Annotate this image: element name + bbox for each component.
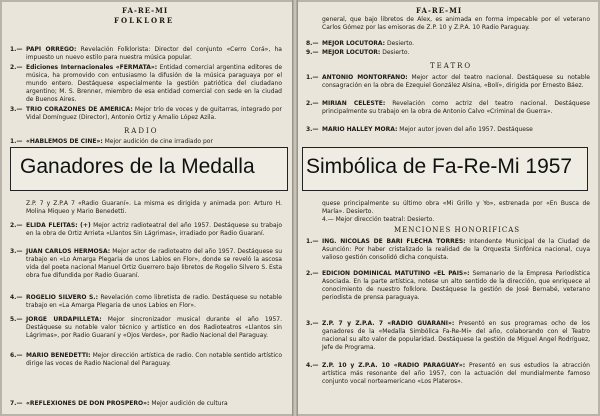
- entry-text: Desierto.: [385, 40, 415, 47]
- radio-entry-2: [10, 222, 282, 238]
- teatro-entry-4: 4.— Mejor dirección teatral: Desierto.: [322, 216, 435, 223]
- entry-name: ANTONIO MONTORFANO:: [322, 74, 408, 81]
- entry-text: Revelación como actriz del teatro nacional. Destáquese principalmente su trabajo en la obra de Antonio Calvo «Criminal de Guerra».: [322, 100, 590, 115]
- teatro-entry-1: [306, 74, 590, 90]
- entry-text: Semanario de la Empresa Periodística Asociada. En la parte artística, notese un alto sentido de la dirección, que enriquece al conocimiento de nuestro folklore. Destáquese la gestión de José Bernabé, veterano periodista de prensa paraguaya.: [322, 270, 590, 301]
- banner-title-left: Ganadores de la Medalla: [20, 155, 255, 178]
- entry-number: 7.—: [10, 400, 23, 407]
- entry-number: 6.—: [10, 352, 23, 359]
- radio-entry-7: [10, 400, 282, 408]
- radio-heading: RADIO: [124, 127, 159, 135]
- entry-number: 1.—: [306, 74, 319, 81]
- entry-name: MIRIAN CELESTE:: [322, 100, 386, 107]
- left-page: [2, 2, 292, 414]
- radio-entry-1: [10, 138, 282, 146]
- entry-name: MARIO HALLEY MORA:: [322, 126, 398, 133]
- folklore-entry-2: [10, 64, 282, 104]
- radio-entry-8: [306, 40, 590, 48]
- entry-number: 2.—: [10, 64, 23, 71]
- entry-number: 1.—: [10, 46, 23, 53]
- entry-number: 8.—: [306, 40, 319, 47]
- entry-text: Mejor autor joven del año 1957. Destáquese: [397, 126, 533, 133]
- radio-entry-5: [10, 316, 282, 340]
- mencion-entry-2: [306, 270, 590, 302]
- menciones-heading: MENCIONES HONORIFICAS: [394, 226, 521, 234]
- entry-name: MEJOR LOCUTOR:: [322, 49, 381, 56]
- entry-number: 1.—: [10, 138, 23, 145]
- entry-name: Ediciones Internacionales «FERMATA»:: [26, 64, 158, 71]
- entry-text: Mejor trío de voces y de guitarras, integrado por Vidal Domínguez (Director), Antonio Ortiz y Amalio López Azila.: [26, 106, 282, 121]
- entry-name: EDICION DOMINICAL MATUTINO «EL PAIS»:: [322, 270, 470, 277]
- entry-text: Mejor sincronizador musical durante el año 1957. Destáquese su notable valor técnico y artístico en dos Radioteatros «Llantos sin Lágrimas», por Radio Guaraní y «Ojos Verdes», por Radio Nacional del Paraguay.: [26, 316, 282, 339]
- entry-text: Presentó en sus programas ocho de los ganadores de la «Medalla Simbólica Fa-Re-Mi» del año, colaborando con el Teatro nacional su alto valor de popularidad. Destáquese la gestión de Miguel Angel Rodríguez, Jefe de Programa.: [322, 320, 591, 351]
- left-header-magazine: FA-RE-MI: [122, 6, 169, 15]
- radio-entry-6: [10, 352, 282, 368]
- entry-name: ELIDA FLEITAS: (+): [26, 222, 91, 229]
- entry-name: «HABLEMOS DE CINE»:: [26, 138, 103, 145]
- entry-name: MARIO BENEDETTI:: [26, 352, 91, 359]
- entry-name: MEJOR LOCUTORA:: [322, 40, 386, 47]
- entry-name: «REFLEXIONES DE DON PROSPERO»:: [26, 400, 150, 407]
- radio-entry-3: [10, 248, 282, 280]
- entry-text: Intendente Municipal de la Ciudad de Asunción: Por haber cristalizado la realidad de la Orquesta Sinfónica nacional, cuya valioso gestión consolidó dicha conquista.: [322, 238, 590, 261]
- entry-number: 3.—: [306, 126, 319, 133]
- entry-name: ROGELIO SILVERO S.:: [26, 294, 98, 301]
- mencion-entry-1: [306, 238, 590, 262]
- entry-number: 2.—: [10, 222, 23, 229]
- entry-number: 2.—: [306, 270, 319, 277]
- folklore-heading: FOLKLORE: [114, 16, 175, 25]
- entry-name: Z.P. 7 y Z.P.A. 7 «RADIO GUARANI»:: [322, 320, 455, 327]
- entry-text: Mejor actor de radioteatro del año 1957. Destáquese su trabajo en «Lo Amarga Plegaria de unos Labios en Flor», donde se reveló la ascosa vida del poeta nacional Manuel Ortiz Guerrero bajo libretos de Rogelio Silvero S. Esta obra fue difundida por Radio Guaraní.: [26, 248, 282, 279]
- mencion-entry-3: [306, 320, 590, 352]
- entry-name: PAPI ORREGO:: [26, 46, 77, 53]
- entry-text: Desierto.: [380, 49, 410, 56]
- entry-name: TRIO CORAZONES DE AMERICA:: [26, 106, 133, 113]
- entry-text: Mejor audición de cine irradiado por: [102, 138, 213, 145]
- entry-name: ING. NICOLAS DE BARI FLECHA TORRES:: [322, 238, 466, 245]
- entry-text: Mejor actriz radioteatral del año 1957. Destáquese su trabajo en la obra de Ortiz Arrieta «Llantos Sin Lágrimas», irradiado por Radio Guaraní.: [26, 222, 282, 237]
- entry-text: Presentó en sus estudios la atracción artística más resonante del año 1957, con la actuación del mundialmente famoso conjunto vocal norteamericano «Los Plateros».: [322, 362, 590, 385]
- right-header-magazine: FA-RE-MI: [416, 6, 463, 15]
- radio-entry-9: [306, 49, 590, 57]
- entry-number: 4.—: [306, 362, 319, 369]
- radio-entry-1-continuation: Z.P. 7 y Z.P.A 7 «Radio Guaraní». La misma es dirigida y animada por: Arturo H. Molina Miqueo y Mario Benedetti.: [26, 200, 282, 215]
- folklore-entry-3: [10, 106, 282, 122]
- entry-number: 5.—: [10, 316, 23, 323]
- entry-number: 4.—: [10, 294, 23, 301]
- teatro-entry-2: [306, 100, 590, 116]
- entry-number: 3.—: [10, 106, 23, 113]
- entry-text: Revelación Folklorista: Director del conjunto «Cerro Corá», ha impuesto un nuevo estilo para nuestra música popular.: [26, 46, 282, 61]
- entry-name: Z.P. 10 y Z.P.A. 10 «RADIO PARAGUAY»:: [322, 362, 466, 369]
- teatro-entry-3: [306, 126, 590, 134]
- folklore-entry-1: [10, 46, 282, 62]
- mencion-entry-4: [306, 362, 590, 386]
- entry-text: Revelación como libretista de radio. Destáquese su notable trabajo en «La Amarga Plegaria de unos Labios en Flor».: [26, 294, 283, 309]
- entry-text: Entidad comercial argentina editores de música, ha promovido con entusiasmo la difusión de la música paraguaya por el mundo entero. Destáquese especialmente la gestión patriótica del ciudadano argentino; M. S. Brenner, miembro de esa entidad comercial con sede en la ciudad de Buenos Aires.: [26, 64, 283, 103]
- right-page: [298, 2, 598, 414]
- teatro-entry-3-continuation: quese principalmente su último obra «Mi Grillo y Yo», estrenada por «En Busca de María». Desierto.: [322, 200, 590, 215]
- radio-entry-4: [10, 294, 282, 310]
- entry-name: JUAN CARLOS HERMOSA:: [26, 248, 111, 255]
- entry-text: Mejor dirección artística de radio. Con notable sentido artístico dirige las voces de Radio Nacional del Paraguay.: [26, 352, 283, 367]
- entry-number: 1.—: [306, 238, 319, 245]
- entry-number: 3.—: [10, 248, 23, 255]
- entry-name: JORGE URDAPILLETA:: [26, 316, 102, 323]
- entry-number: 3.—: [306, 320, 319, 327]
- teatro-heading: TEATRO: [430, 62, 473, 70]
- entry-number: 2.—: [306, 100, 319, 107]
- banner-title-right: Simbólica de Fa-Re-Mi 1957: [306, 155, 573, 178]
- entry-number: 9.—: [306, 49, 319, 56]
- entry-text: Mejor actor del teatro nacional. Destáquese su notable consagración en la obra de Ezequiel González Alsina, «Bolí», dirigida por Ernesto Báez.: [322, 74, 590, 89]
- entry-text: Mejor audición de cultura: [149, 400, 228, 407]
- radio-entry-7-continuation: general, que bajo libretos de Alex, es animada en forma impecable por el veterano Carlos Gómez por las emisoras de Z.P. 10 y Z.P.A. 10 Radio Paraguay.: [322, 16, 590, 31]
